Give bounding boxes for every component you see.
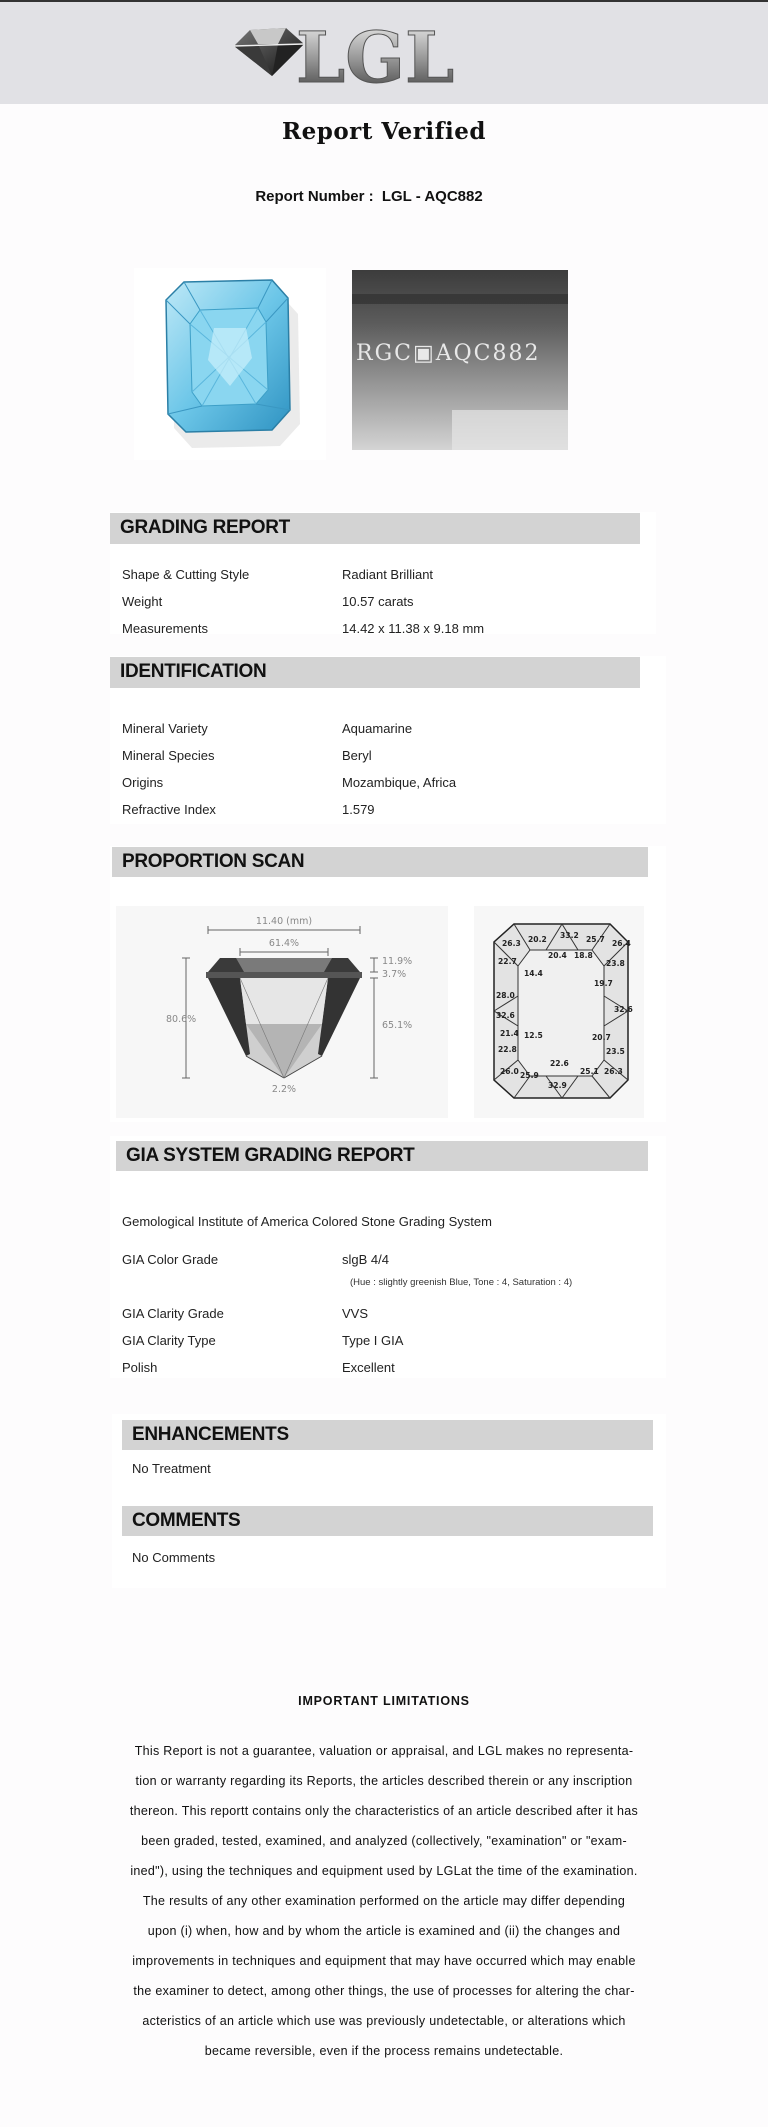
facet-angle-label: 22.6 <box>550 1059 569 1068</box>
page-title: Report Verified <box>282 118 486 145</box>
report-number-label: Report Number : <box>255 188 374 205</box>
top-view-diagram <box>474 906 644 1118</box>
row-label: Measurements <box>122 621 208 636</box>
limitations-line: thereon. This reportt contains only the characteristics of an article described after it has <box>129 1804 639 1818</box>
row-value: Beryl <box>342 748 372 763</box>
facet-angle-label: 26.3 <box>604 1067 623 1076</box>
total-depth-label: 80.6% <box>166 1014 197 1025</box>
diamond-icon <box>234 28 304 76</box>
header-banner <box>0 0 768 104</box>
comments-text: No Comments <box>132 1550 216 1565</box>
lgl-logo <box>232 14 492 94</box>
row-label: Mineral Species <box>122 748 215 763</box>
facet-angle-label: 25.7 <box>586 935 605 944</box>
facet-angle-label: 25.9 <box>520 1071 539 1080</box>
row-label: Refractive Index <box>122 802 216 817</box>
facet-angle-label: 32.6 <box>614 1005 633 1014</box>
laser-inscription-photo <box>352 270 568 450</box>
row-label: Mineral Variety <box>122 721 208 736</box>
report-number <box>0 188 738 205</box>
inscription-text: RGC▣AQC882 <box>356 341 541 366</box>
limitations-line: acteristics of an article which use was previously undetectable, or alterations which <box>142 2014 626 2028</box>
facet-angle-label: 22.8 <box>498 1045 517 1054</box>
limitations-line: upon (i) when, how and by whom the article is examined and (ii) the changes and <box>147 1924 621 1938</box>
row-label: GIA Clarity Grade <box>122 1306 224 1321</box>
gia-system-text: Gemological Institute of America Colored Stone Grading System <box>122 1214 492 1229</box>
facet-angle-label: 20.2 <box>528 935 547 944</box>
row-label: Origins <box>122 775 164 790</box>
facet-angle-label: 26.4 <box>612 939 631 948</box>
table-label: 61.4% <box>268 938 300 949</box>
facet-angle-label: 23.5 <box>606 1047 625 1056</box>
girdle-label: 3.7% <box>382 969 407 980</box>
row-value: slgB 4/4 <box>342 1252 389 1267</box>
identification-heading: IDENTIFICATION <box>110 657 640 688</box>
grading-report-heading: GRADING REPORT <box>110 513 640 544</box>
facet-angle-label: 18.8 <box>574 951 593 960</box>
width-label: 11.40 (mm) <box>255 916 313 927</box>
row-value: Radiant Brilliant <box>342 567 434 582</box>
facet-angle-label: 12.5 <box>524 1031 543 1040</box>
facet-angle-label: 19.7 <box>594 979 613 988</box>
row-value: 1.579 <box>342 802 375 817</box>
row-value: Excellent <box>342 1360 395 1375</box>
limitations-line: became reversible, even if the process remains undetectable. <box>204 2044 564 2058</box>
limitations-line: the examiner to detect, among other things, the use of processes for altering the char- <box>133 1984 635 1998</box>
proportion-scan-heading: PROPORTION SCAN <box>112 847 648 877</box>
comments-heading: COMMENTS <box>122 1506 653 1536</box>
logo-text: LGL <box>296 16 455 94</box>
gemstone-photo <box>134 268 326 460</box>
enhancements-heading: ENHANCEMENTS <box>122 1420 653 1450</box>
limitations-line: ined"), using the techniques and equipment used by LGLat the time of the examination. <box>130 1864 638 1878</box>
limitations-line: This Report is not a guarantee, valuation or appraisal, and LGL makes no representa- <box>134 1744 634 1758</box>
limitations-heading: IMPORTANT LIMITATIONS <box>298 1694 470 1708</box>
limitations-line: tion or warranty regarding its Reports, the articles described therein or any inscription <box>135 1774 633 1788</box>
facet-angle-label: 26.0 <box>500 1067 519 1076</box>
limitations-line: been graded, tested, examined, and analyzed (collectively, "examination" or "exam- <box>141 1834 627 1848</box>
row-value: 10.57 carats <box>342 594 414 609</box>
gia-color-note: (Hue : slightly greenish Blue, Tone : 4, Saturation : 4) <box>350 1277 573 1288</box>
culet-label: 2.2% <box>271 1084 297 1095</box>
pavilion-depth-label: 65.1% <box>382 1020 413 1031</box>
facet-angle-label: 14.4 <box>524 969 543 978</box>
row-value: Type I GIA <box>342 1333 404 1348</box>
limitations-line: improvements in techniques and equipment that may have occurred which may enable <box>132 1954 636 1968</box>
row-value: Aquamarine <box>342 721 413 736</box>
facet-angle-label: 33.2 <box>560 931 579 940</box>
gia-heading: GIA SYSTEM GRADING REPORT <box>116 1141 648 1171</box>
enhancements-text: No Treatment <box>132 1461 211 1476</box>
side-profile-diagram <box>116 906 448 1118</box>
facet-angle-label: 22.7 <box>498 957 517 966</box>
facet-angle-label: 21.4 <box>500 1029 519 1038</box>
facet-angle-label: 26.3 <box>502 939 521 948</box>
row-label: Weight <box>122 594 163 609</box>
facet-angle-label: 28.0 <box>496 991 515 1000</box>
facet-angle-label: 23.8 <box>606 959 625 968</box>
facet-angle-label: 20.7 <box>592 1033 611 1042</box>
inscription-illustration <box>352 270 568 450</box>
facet-angle-label: 32.9 <box>548 1081 567 1090</box>
limitations-body <box>118 1736 650 2066</box>
crown-height-label: 11.9% <box>382 956 413 967</box>
limitations-line: The results of any other examination performed on the article may differ depending <box>142 1894 626 1908</box>
row-label: GIA Color Grade <box>122 1252 219 1267</box>
facet-angle-label: 20.4 <box>548 951 567 960</box>
facet-angle-label: 32.6 <box>496 1011 515 1020</box>
row-label: GIA Clarity Type <box>122 1333 216 1348</box>
facet-angle-label: 25.1 <box>580 1067 599 1076</box>
row-value: Mozambique, Africa <box>342 775 457 790</box>
gemstone-illustration <box>134 268 326 460</box>
row-value: VVS <box>342 1306 369 1321</box>
report-number-value: LGL - AQC882 <box>381 188 483 205</box>
row-label: Shape & Cutting Style <box>122 567 250 582</box>
row-label: Polish <box>122 1360 158 1375</box>
row-value: 14.42 x 11.38 x 9.18 mm <box>342 621 485 636</box>
